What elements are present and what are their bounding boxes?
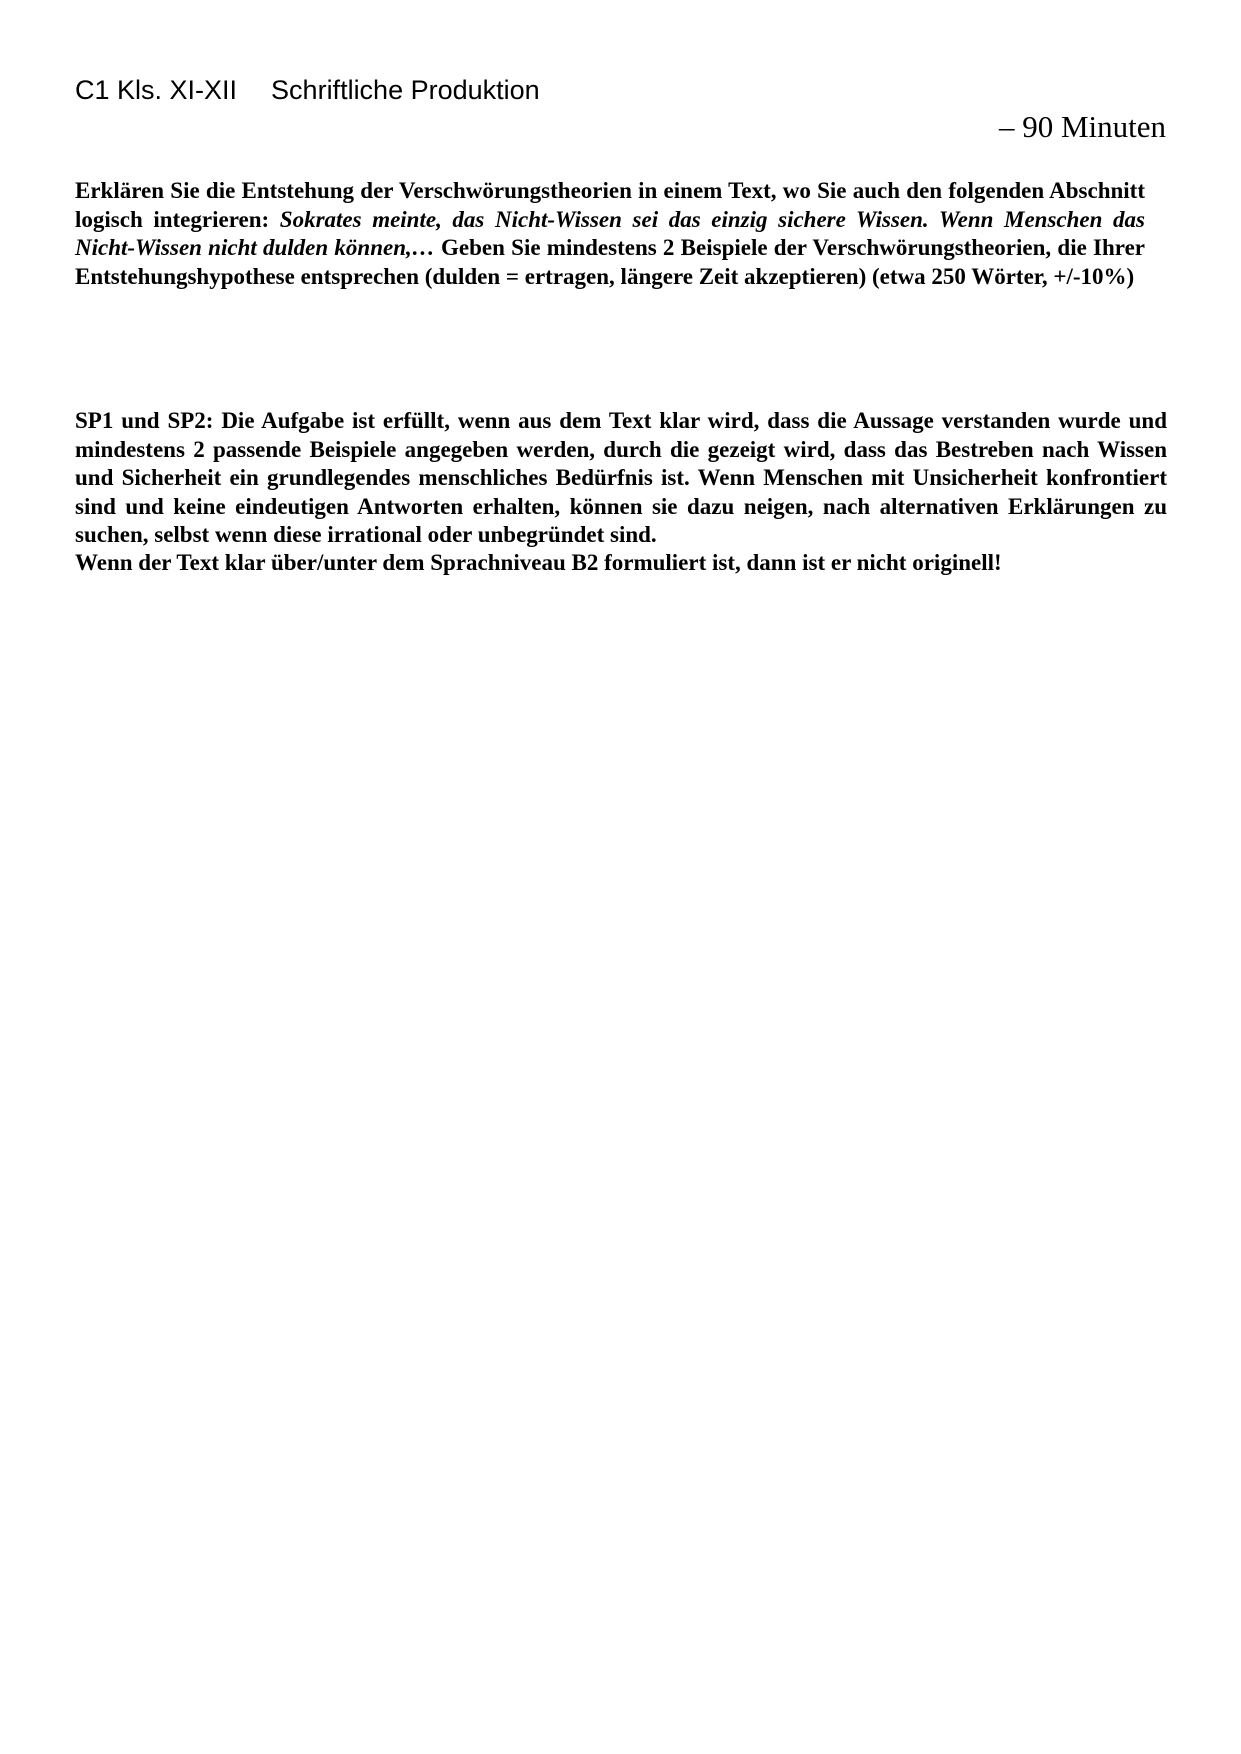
assessment-criteria: SP1 und SP2: Die Aufgabe ist erfüllt, wenn aus dem Text klar wird, dass die Aussage verstanden wurde und mindestens 2 passende Beispiele angegeben werden, durch die gezeigt wird, dass das Bestreben nach Wissen und Sicherheit ein grundlegendes menschliches Bedürfnis ist. Wenn Menschen mit Unsicherheit konfrontiert sind und keine eindeutigen Antworten erhalten, können sie dazu neigen, nach alternativen Erklärungen zu suchen, selbst wenn diese irrational oder unbegründet sind.: [75, 408, 1167, 547]
page-header: [75, 74, 540, 106]
task-prompt: [75, 177, 1145, 291]
section-title: Schriftliche Produktion: [271, 75, 540, 105]
duration-label: – 90 Minuten: [998, 109, 1166, 144]
task-instructions: Geben Sie mindestens 2 Beispiele der Verschwörungstheorien, die Ihrer Entstehungshypothese entsprechen (dulden = ertragen, längere Zeit akzeptieren) (etwa 250 Wörter, +/-10%): [75, 235, 1145, 289]
criteria-note: Wenn der Text klar über/unter dem Sprachniveau B2 formuliert ist, dann ist er nicht originell!: [75, 550, 1002, 575]
task-quote: Sokrates meinte, das Nicht-Wissen sei das einzig sichere Wissen. Wenn Menschen das Nicht-Wissen nicht dulden können,…: [75, 206, 1145, 260]
task-intro: Erklären Sie die Entstehung der Verschwörungstheorien in einem Text, wo Sie auch den folgenden Abschnitt logisch integrieren:: [75, 178, 1145, 232]
grade-level: C1 Kls. XI-XII: [75, 75, 238, 105]
